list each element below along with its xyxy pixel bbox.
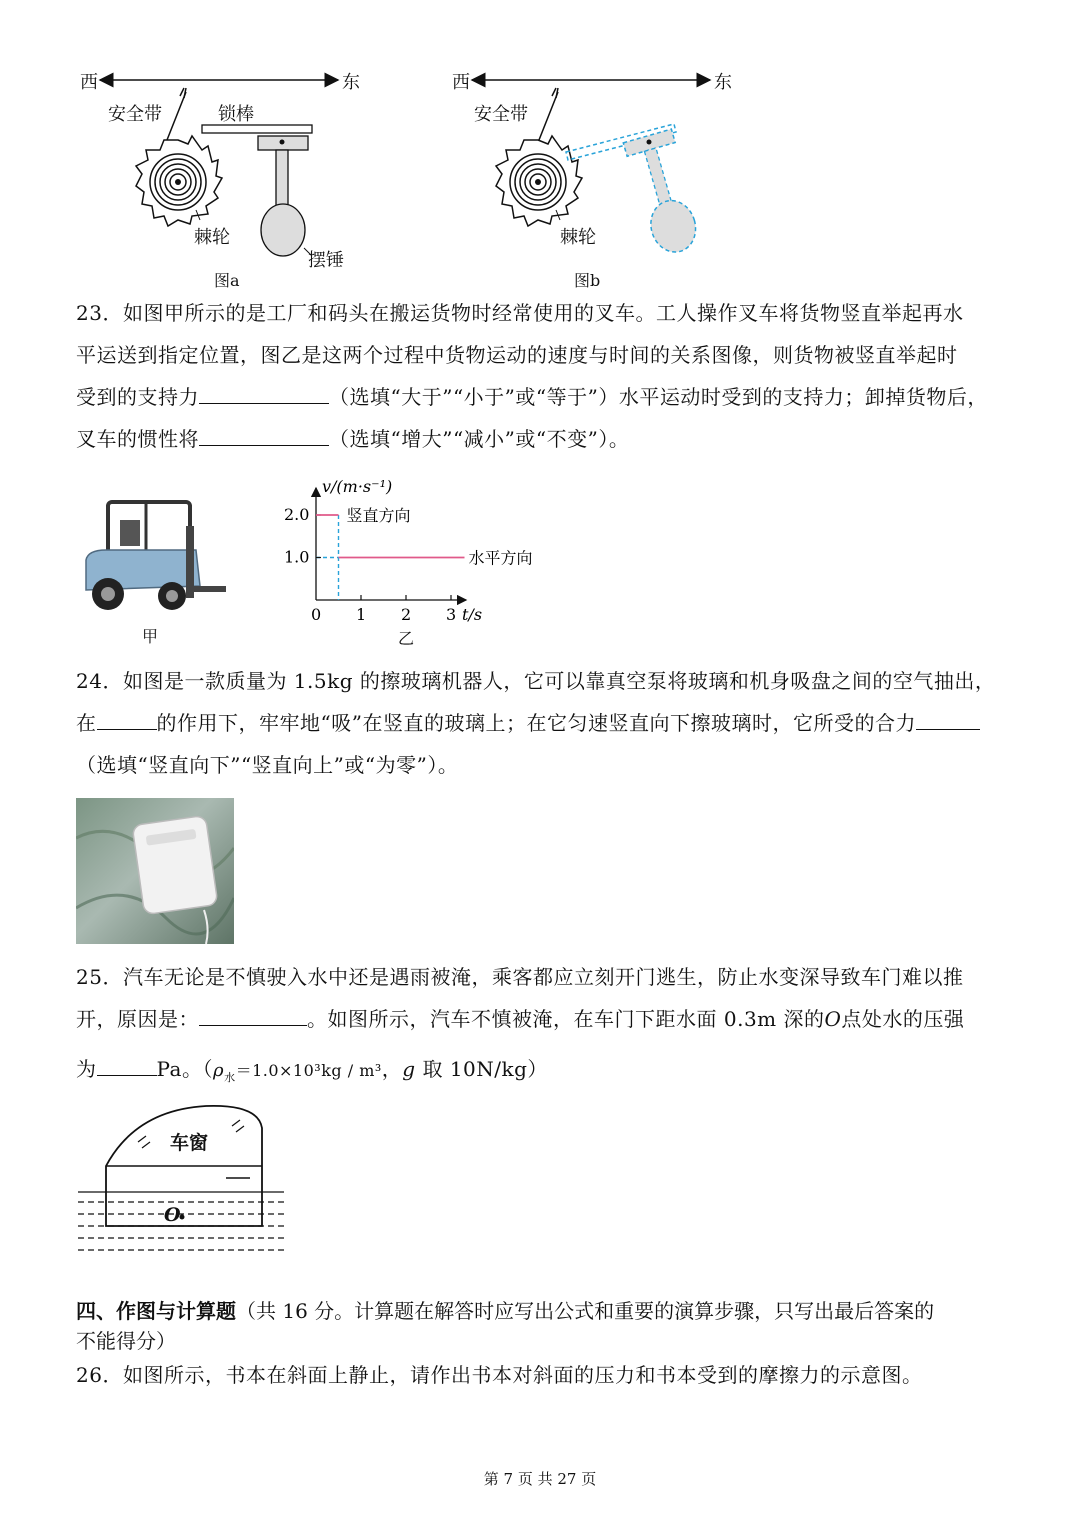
y-tick-label-1.0: 1.0 xyxy=(284,547,310,567)
x-tick-label-0: 0 xyxy=(311,605,322,624)
q25-blank-1[interactable] xyxy=(199,1001,307,1026)
q25-line3: 为 Pa。（$\rho_水=1.0\times 10^3kg / m^3$，g 取 10N/kg） xyxy=(76,1048,1006,1099)
x-axis-label: t/s xyxy=(462,605,483,624)
q23-line4a: 叉车的惯性将 xyxy=(76,427,199,451)
question-25 xyxy=(76,956,1006,1099)
question-24 xyxy=(76,660,1006,786)
figure-b-drawing xyxy=(448,60,778,295)
q25-g: g xyxy=(402,1057,416,1081)
q24-line1: 24．如图是一款质量为 1.5kg 的擦玻璃机器人，它可以靠真空泵将玻璃和机身吸盘之间的空气抽出， xyxy=(76,669,996,693)
y-axis-label: v/(m·s⁻¹) xyxy=(322,477,393,496)
q26-text: 26．如图所示，书本在斜面上静止，请作出书本对斜面的压力和书本受到的摩擦力的示意图。 xyxy=(76,1363,923,1387)
car-window-diagram xyxy=(76,1098,288,1264)
q23-line3b: （选填“大于”“小于”或“等于”）水平运动时受到的支持力；卸掉货物后， xyxy=(329,385,988,409)
q25-line2a: 开，原因是： xyxy=(76,1007,199,1031)
figure-a xyxy=(76,60,406,295)
q24-line3: （选填“竖直向下”“竖直向上”或“为零”）。 xyxy=(76,753,459,777)
section-4-desc1: （共 16 分。计算题在解答时应写出公式和重要的演算步骤，只写出最后答案的 xyxy=(236,1299,935,1323)
fig-a-east: 东 xyxy=(342,72,360,93)
q25-line2b: 。如图所示，汽车不慎被淹，在车门下距水面 0.3m 深的 xyxy=(307,1007,825,1031)
fig-a-belt-label: 安全带 xyxy=(108,104,162,125)
series-label-0: 竖直方向 xyxy=(346,506,411,525)
y-tick-label-2.0: 2.0 xyxy=(284,505,310,524)
q25-line2 xyxy=(76,998,1006,1040)
car-window-label: 车窗 xyxy=(170,1132,209,1154)
page-footer: 第 7 页 共 27 页 xyxy=(483,1470,597,1488)
velocity-chart xyxy=(270,470,570,650)
fig-b-ratchet-label: 棘轮 xyxy=(560,227,596,248)
q25-line3a: 为 xyxy=(76,1057,97,1081)
fig-a-ratchet-label: 棘轮 xyxy=(194,227,230,248)
q24-blank-1[interactable] xyxy=(97,705,157,730)
car-window-drawing xyxy=(76,1098,288,1264)
fig-a-lock-bar-label: 锁棒 xyxy=(218,104,254,125)
q25-line3c: 取 10N/kg） xyxy=(422,1057,548,1081)
q25-line2c: 点处水的压强 xyxy=(841,1007,965,1031)
q24-line2 xyxy=(76,702,1006,744)
q23-blank-2[interactable] xyxy=(199,421,329,446)
fig-a-caption: 图a xyxy=(214,271,240,290)
fig-b-east: 东 xyxy=(714,72,732,93)
x-tick-label-2: 2 xyxy=(401,605,412,624)
q23-line4 xyxy=(76,418,1006,460)
window-robot-photo xyxy=(76,798,234,944)
series-label-1: 水平方向 xyxy=(468,548,533,568)
q23-line4b: （选填“增大”“减小”或“不变”）。 xyxy=(329,427,630,451)
q23-line1: 23．如图甲所示的是工厂和码头在搬运货物时经常使用的叉车。工人操作叉车将货物竖直举起再水 xyxy=(76,301,964,325)
q25-formula: ＝1.0×10³kg / m³ xyxy=(235,1061,382,1080)
fig-a-pendulum-label: 摆锤 xyxy=(308,250,344,271)
q25-rho-sub: 水 xyxy=(224,1071,236,1084)
forklift-photo xyxy=(76,490,226,646)
section-4-title: 四、作图与计算题 xyxy=(76,1299,236,1323)
section-4-desc2: 不能得分） xyxy=(76,1329,176,1353)
point-o-label: O xyxy=(164,1204,181,1226)
q25-line1: 25．汽车无论是不慎驶入水中还是遇雨被淹，乘客都应立刻开门逃生，防止水变深导致车门难以推 xyxy=(76,965,964,989)
q24-line2a: 在 xyxy=(76,711,97,735)
chart-caption: 乙 xyxy=(398,629,415,648)
figure-a-drawing xyxy=(76,60,406,295)
fig-a-west: 西 xyxy=(80,72,98,93)
section-4-header xyxy=(76,1296,1006,1356)
q25-rho: ρ xyxy=(212,1060,225,1081)
q23-line3 xyxy=(76,376,1006,418)
q25-line3b: Pa。（ xyxy=(156,1057,213,1081)
velocity-chart-svg xyxy=(270,470,570,650)
q25-blank-2[interactable] xyxy=(97,1051,157,1076)
question-23 xyxy=(76,292,1006,460)
figure-b xyxy=(448,60,778,295)
x-tick-label-1: 1 xyxy=(356,605,367,624)
window-robot-illustration xyxy=(76,798,234,944)
q24-blank-2[interactable] xyxy=(916,705,980,730)
forklift-caption: 甲 xyxy=(142,627,159,646)
q23-blank-1[interactable] xyxy=(199,379,329,404)
forklift-illustration xyxy=(76,490,226,620)
q24-line2b: 的作用下，牢牢地“吸”在竖直的玻璃上；在它匀速竖直向下擦玻璃时，它所受的合力 xyxy=(156,711,916,735)
question-26 xyxy=(76,1354,1006,1396)
fig-b-belt-label: 安全带 xyxy=(474,104,528,125)
fig-b-caption: 图b xyxy=(574,271,601,290)
q25-point: O xyxy=(824,1007,842,1031)
fig-b-west: 西 xyxy=(452,72,470,93)
q23-line3a: 受到的支持力 xyxy=(76,385,199,409)
x-tick-label-3: 3 xyxy=(446,605,457,624)
q23-line2: 平运送到指定位置，图乙是这两个过程中货物运动的速度与时间的关系图像，则货物被竖直举起时 xyxy=(76,343,958,367)
